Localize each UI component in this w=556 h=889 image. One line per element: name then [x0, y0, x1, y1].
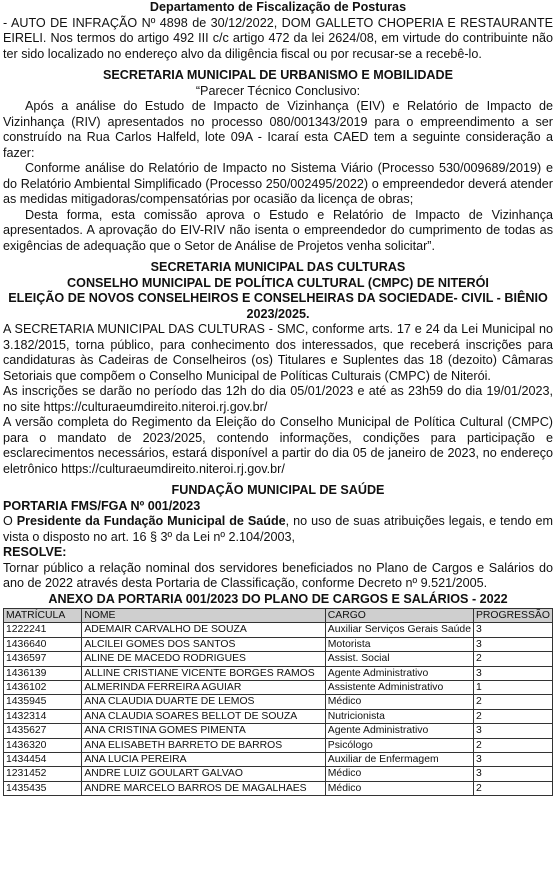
cell-matricula: 1434454 — [4, 753, 82, 767]
table-header-row — [4, 609, 553, 623]
cell-progressao: 2 — [474, 652, 553, 666]
cell-matricula: 1436640 — [4, 637, 82, 651]
cell-progressao: 2 — [474, 709, 553, 723]
saude-p1-rest: , no uso de suas atribuições legais, e tendo em vista o disposto no art. 16 § 3º da Lei nº 2.104/2003, — [3, 514, 553, 544]
cell-matricula: 1222241 — [4, 623, 82, 637]
cell-matricula: 1435435 — [4, 781, 82, 795]
eleicao-title: ELEIÇÃO DE NOVOS CONSELHEIROS E CONSELHEIRAS DA SOCIEDADE- CIVIL - BIÊNIO 2023/2025. — [8, 291, 548, 321]
cell-progressao: 3 — [474, 724, 553, 738]
cell-progressao: 3 — [474, 623, 553, 637]
col-header-matricula: MATRÍCULA — [4, 609, 82, 623]
conselho-title: CONSELHO MUNICIPAL DE POLÍTICA CULTURAL (CMPC) DE NITERÓI — [67, 275, 489, 290]
cell-nome: ANDRE MARCELO BARROS DE MAGALHAES — [82, 781, 325, 795]
annex-title: ANEXO DA PORTARIA 001/2023 DO PLANO DE CARGOS E SALÁRIOS - 2022 — [48, 591, 508, 606]
section-title-culturas: SECRETARIA MUNICIPAL DAS CULTURAS — [150, 260, 406, 274]
cell-matricula: 1435627 — [4, 724, 82, 738]
section-title-urbanismo: SECRETARIA MUNICIPAL DE URBANISMO E MOBILIDADE — [102, 68, 454, 82]
cell-nome: ANA ELISABETH BARRETO DE BARROS — [82, 738, 325, 752]
section-title-saude: FUNDAÇÃO MUNICIPAL DE SAÚDE — [171, 483, 385, 497]
col-header-nome: NOME — [82, 609, 325, 623]
cell-cargo: Médico — [325, 695, 473, 709]
urbanismo-paragraph-2: Conforme análise do Relatório de Impacto no Sistema Viário (Processo 530/009689/2019) e do Relatório Ambiental Simplificado (Processo 250/002495/2022) o empreendedor deverá atender as medidas mitigadoras/compensatórias por ocasião da licença de obras; — [3, 161, 553, 206]
cell-matricula: 1436139 — [4, 666, 82, 680]
saude-p1-lead: O — [3, 514, 17, 528]
cell-nome: ALLINE CRISTIANE VICENTE BORGES RAMOS — [82, 666, 325, 680]
cell-nome: ANA CLAUDIA SOARES BELLOT DE SOUZA — [82, 709, 325, 723]
section-title-posturas: Departamento de Fiscalização de Posturas — [149, 0, 407, 14]
cell-cargo: Auxiliar de Enfermagem — [325, 753, 473, 767]
cell-nome: ALINE DE MACEDO RODRIGUES — [82, 652, 325, 666]
table-row — [4, 666, 553, 680]
culturas-paragraph-3: A versão completa do Regimento da Eleição do Conselho Municipal de Política Cultural (CMPC) para o mandato de 2023/2025, contendo informações, condições para participação e esclarecimentos necessários, estará disponível a partir do dia 05 de janeiro de 2023, no endereço eletrônico https://culturaeumdireito.niteroi.rj.gov.br/ — [3, 415, 553, 476]
cell-progressao: 2 — [474, 738, 553, 752]
resolve-label: RESOLVE: — [3, 545, 67, 559]
table-row — [4, 767, 553, 781]
cell-progressao: 3 — [474, 753, 553, 767]
cell-matricula: 1436320 — [4, 738, 82, 752]
cell-progressao: 3 — [474, 666, 553, 680]
col-header-progressao: PROGRESSÃO — [474, 609, 553, 623]
urbanismo-paragraph-3: Desta forma, esta comissão aprova o Estudo e Relatório de Impacto de Vizinhança apresentados. A aprovação do EIV-RIV não isenta o empreendedor do cumprimento de todas as exigências de adequação que o Setor de Análise de Projetos venha solicitar”. — [3, 207, 553, 253]
cell-cargo: Médico — [325, 767, 473, 781]
table-row — [4, 738, 553, 752]
cell-matricula: 1432314 — [4, 709, 82, 723]
cell-cargo: Assistente Administrativo — [325, 681, 473, 695]
cell-cargo: Assist. Social — [325, 652, 473, 666]
portaria-number: PORTARIA FMS/FGA Nº 001/2023 — [3, 498, 201, 513]
cell-progressao: 3 — [474, 637, 553, 651]
cell-matricula: 1436597 — [4, 652, 82, 666]
table-row — [4, 695, 553, 709]
table-row — [4, 637, 553, 651]
cell-matricula: 1436102 — [4, 681, 82, 695]
culturas-paragraph-1: A SECRETARIA MUNICIPAL DAS CULTURAS - SMC, conforme arts. 17 e 24 da Lei Municipal no 3.182/2015, torna público, para conhecimento dos interessados, que receberá inscrições para candidaturas às Cadeiras de Conselheiros (os) Titulares e Suplentes das 18 (dezoito) Câmaras Setoriais que compõem o Conselho Municipal de Políticas Culturais (CMPC) de Niterói. — [3, 322, 553, 383]
cell-nome: ADEMAIR CARVALHO DE SOUZA — [82, 623, 325, 637]
col-header-cargo: CARGO — [325, 609, 473, 623]
cell-nome: ALCILEI GOMES DOS SANTOS — [82, 637, 325, 651]
table-row — [4, 652, 553, 666]
cell-progressao: 2 — [474, 695, 553, 709]
cell-cargo: Nutricionista — [325, 709, 473, 723]
cell-nome: ANA LUCIA PEREIRA — [82, 753, 325, 767]
culturas-paragraph-2: As inscrições se darão no período das 12h do dia 05/01/2023 e até as 23h59 do dia 19/01/2023, no site https://culturaeumdireito.niteroi.rj.gov.br/ — [3, 384, 553, 414]
cell-cargo: Agente Administrativo — [325, 666, 473, 680]
cell-matricula: 1231452 — [4, 767, 82, 781]
urbanismo-paragraph-1: Após a análise do Estudo de Impacto de Vizinhança (EIV) e Relatório de Impacto de Vizinhança (RIV) apresentados no processo 080/001343/2019 para o empreendimento a ser construído na Rua Carlos Halfeld, lote 09A - Icaraí esta CAED tem a seguinte consideração a fazer: — [3, 99, 553, 160]
table-row — [4, 681, 553, 695]
cell-cargo: Psicólogo — [325, 738, 473, 752]
cell-nome: ALMERINDA FERREIRA AGUIAR — [82, 681, 325, 695]
table-row — [4, 724, 553, 738]
cell-matricula: 1435945 — [4, 695, 82, 709]
cell-cargo: Motorista — [325, 637, 473, 651]
saude-paragraph-1 — [3, 514, 553, 545]
presidente-label: Presidente da Fundação Municipal de Saúde — [16, 514, 286, 528]
cell-progressao: 2 — [474, 781, 553, 795]
cell-cargo: Médico — [325, 781, 473, 795]
servidores-table — [3, 608, 553, 796]
parecer-subtitle: “Parecer Técnico Conclusivo: — [195, 83, 361, 98]
cell-progressao: 3 — [474, 767, 553, 781]
cell-nome: ANA CLAUDIA DUARTE DE LEMOS — [82, 695, 325, 709]
cell-progressao: 1 — [474, 681, 553, 695]
table-row — [4, 623, 553, 637]
table-row — [4, 709, 553, 723]
table-row — [4, 753, 553, 767]
cell-cargo: Auxiliar Serviços Gerais Saúde — [325, 623, 473, 637]
cell-cargo: Agente Administrativo — [325, 724, 473, 738]
table-row — [4, 781, 553, 795]
cell-nome: ANA CRISTINA GOMES PIMENTA — [82, 724, 325, 738]
cell-nome: ANDRE LUIZ GOULART GALVAO — [82, 767, 325, 781]
saude-paragraph-2: Tornar público a relação nominal dos servidores beneficiados no Plano de Cargos e Salários do ano de 2022 através desta Portaria de Classificação, conforme Decreto nº 9.521/2005. — [3, 560, 553, 590]
auto-infracao-paragraph: - AUTO DE INFRAÇÃO Nº 4898 de 30/12/2022, DOM GALLETO CHOPERIA E RESTAURANTE EIRELI. Nos termos do artigo 492 III c/c artigo 472 da lei 2624/08, em virtude do contribuinte não ter sido localizado no endereço alvo da diligência fiscal ou por recusar-se a recebê-lo. — [3, 15, 553, 61]
